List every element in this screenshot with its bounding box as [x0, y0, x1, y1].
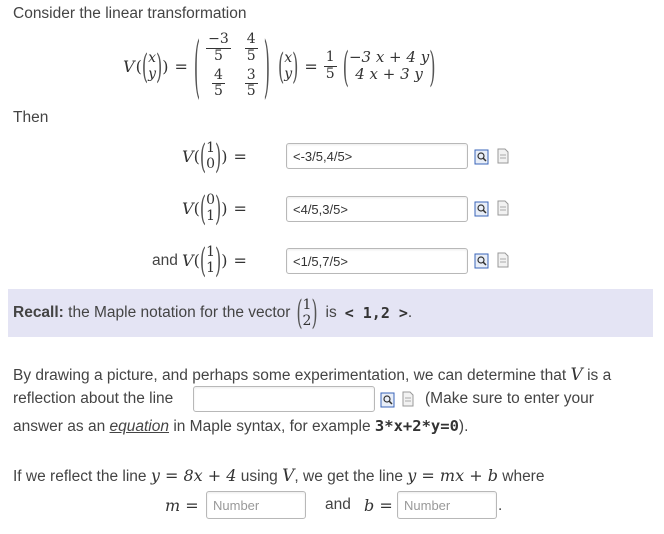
matrix: $\frac{-3}{5}$ $\frac{4}{5}$ $\frac{4}{5}$ $\frac{3}{5}$: [208, 31, 256, 100]
input-vector: [148, 50, 156, 82]
equation-link[interactable]: equation: [109, 418, 169, 435]
paragraph-line-3: answer as an equation in Maple syntax, for example 3*x+2*y=0).: [13, 417, 469, 435]
row-2-expression: V ( ( 0 1 ) ) =: [182, 188, 247, 228]
preview-icon[interactable]: [380, 392, 396, 408]
input-vector-2: x y: [284, 49, 293, 82]
syntax-help-icon[interactable]: [495, 200, 511, 216]
reflection-line-input[interactable]: [193, 386, 375, 412]
recall-period: .: [407, 304, 413, 321]
paragraph-line-1: By drawing a picture, and perhaps some experimentation, we can determine that V is a: [13, 365, 612, 385]
answer-field-2[interactable]: <4/5,3/5>: [286, 196, 468, 222]
and-label: and: [152, 252, 178, 269]
paragraph-line-2-label: reflection about the line: [13, 390, 174, 407]
row-3-expression: V ( ( 1 1 ) ) =: [182, 240, 247, 280]
original-line-equation: y = 8x + 4: [150, 466, 237, 485]
example-code: 3*x+2*y=0: [374, 417, 459, 435]
preview-icon[interactable]: [474, 149, 490, 165]
b-input[interactable]: Number: [397, 491, 497, 519]
intro-text: Consider the linear transformation: [13, 5, 247, 22]
result-vector: −3 x + 4 y 4 x + 3 y: [348, 47, 430, 83]
row-1-expression: V ( ( 1 0 ) ) =: [182, 136, 247, 176]
answer-field-3[interactable]: <1/5,7/5>: [286, 248, 468, 274]
preview-icon[interactable]: [474, 201, 490, 217]
var-x: x: [148, 49, 156, 66]
m-input[interactable]: Number: [206, 491, 306, 519]
answer-field-1[interactable]: <-3/5,4/5>: [286, 143, 468, 169]
reflect-sentence: If we reflect the line y = 8x + 4 using V, we get the line y = mx + b where: [13, 466, 545, 486]
and-text: and: [325, 496, 351, 513]
paragraph-line-2-note: (Make sure to enter your: [425, 390, 594, 407]
transformation-equation: V ( ( x y ) ) = ( $\frac{-3}{5}$ $\frac{4}{5}$ $\frac{4}{5}$ $\frac{3}{5}$ ) ( x y ) = $\frac{1}{5}$ ( −3 x + 4 y 4 x + 3 y ): [123, 26, 436, 106]
preview-icon[interactable]: [474, 253, 490, 269]
syntax-help-icon[interactable]: [400, 391, 416, 407]
recall-notation: < 1,2 >: [344, 304, 408, 322]
fn-name: V: [123, 56, 135, 76]
var-y: y: [148, 66, 156, 82]
recall-text: Recall: the Maple notation for the vector ( 1 2 ) is < 1,2 > .: [13, 293, 413, 333]
b-label: b =: [364, 496, 393, 515]
syntax-help-icon[interactable]: [495, 148, 511, 164]
recall-vector: 1 2: [302, 296, 312, 329]
reflected-line-equation: y = mx + b: [407, 466, 498, 485]
scalar-fraction: $\frac{1}{5}$: [325, 49, 335, 82]
recall-description: the Maple notation for the vector: [63, 304, 291, 321]
recall-bold: Recall:: [13, 304, 64, 321]
m-label: m =: [165, 496, 199, 515]
then-label: Then: [13, 109, 49, 126]
syntax-help-icon[interactable]: [495, 252, 511, 268]
final-period: .: [498, 497, 503, 514]
recall-is: is: [325, 304, 337, 321]
